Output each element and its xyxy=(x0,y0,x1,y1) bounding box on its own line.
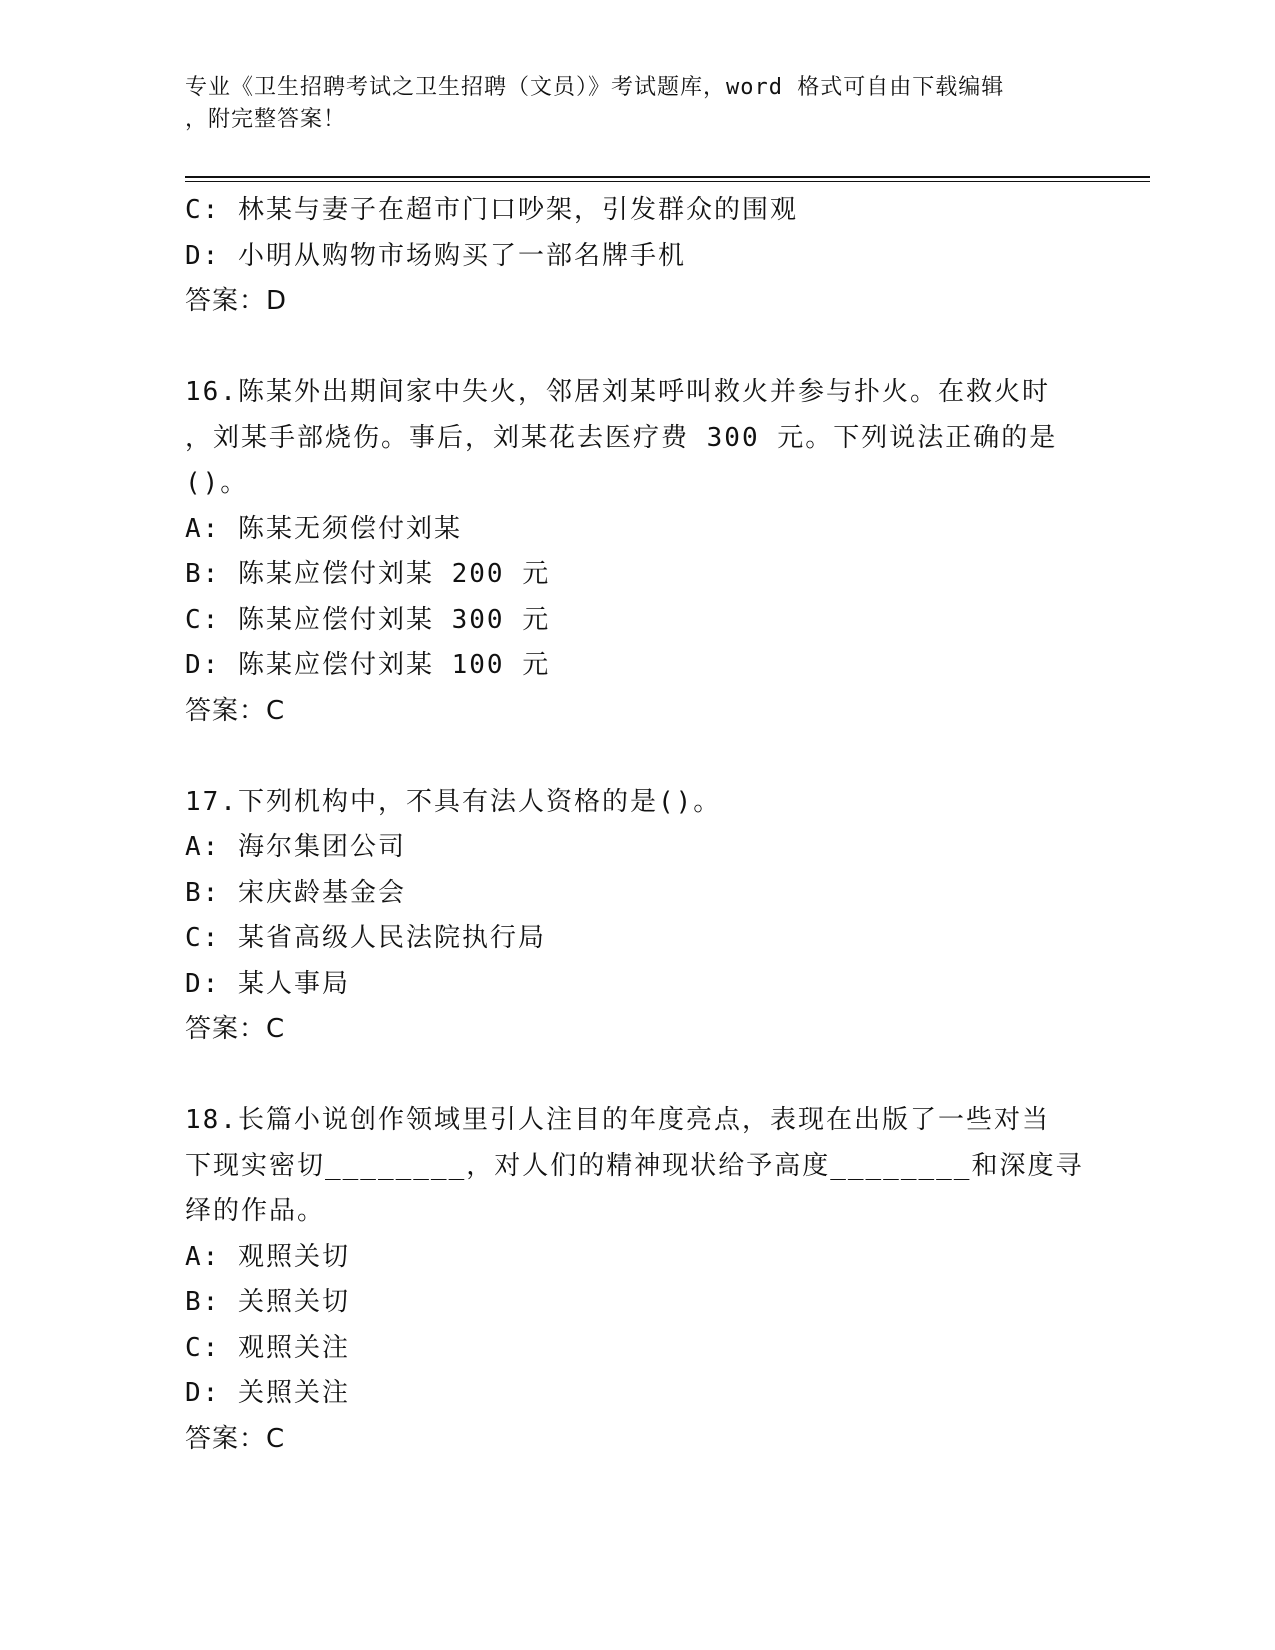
option-c: C: 某省高级人民法院执行局 xyxy=(185,923,546,953)
header-line-2: ，附完整答案！ xyxy=(185,107,347,132)
question-stem-line: ，刘某手部烧伤。事后，刘某花去医疗费 300 元。下列说法正确的是 xyxy=(185,422,1058,453)
option-c: C: 观照关注 xyxy=(185,1332,350,1363)
option-b: B: 关照关切 xyxy=(185,1287,350,1317)
answer-line: 答案：C xyxy=(185,1014,286,1044)
answer-line: 答案：C xyxy=(185,1423,286,1454)
option-c: C: 陈某应偿付刘某 300 元 xyxy=(185,604,551,635)
option-d: D: 陈某应偿付刘某 100 元 xyxy=(185,650,551,680)
option-a: A: 观照关切 xyxy=(185,1241,350,1272)
question-stem-line: 16.陈某外出期间家中失火，邻居刘某呼叫救火并参与扑火。在救火时 xyxy=(185,377,1050,407)
option-d: D: 关照关注 xyxy=(185,1378,350,1408)
answer-line: 答案：C xyxy=(185,695,286,726)
header-line-1: 专业《卫生招聘考试之卫生招聘（文员）》考试题库，word 格式可自由下载编辑 xyxy=(185,75,1005,100)
answer-line: 答案：D xyxy=(185,286,288,316)
question-list xyxy=(185,188,1085,1462)
question-stem-line: 18.长篇小说创作领域里引人注目的年度亮点，表现在出版了一些对当 xyxy=(185,1105,1050,1135)
document-header xyxy=(185,72,1065,136)
option-b: B: 宋庆龄基金会 xyxy=(185,877,406,908)
question-16 xyxy=(185,370,1085,734)
option-a: A: 陈某无须偿付刘某 xyxy=(185,513,462,544)
question-15-continued xyxy=(185,188,1085,325)
option-a: A: 海尔集团公司 xyxy=(185,832,406,862)
question-stem-line: ()。 xyxy=(185,468,249,498)
question-18 xyxy=(185,1098,1085,1462)
option-c: C: 林某与妻子在超市门口吵架，引发群众的围观 xyxy=(185,195,798,225)
question-stem-line: 17.下列机构中，不具有法人资格的是()。 xyxy=(185,786,722,817)
question-17 xyxy=(185,780,1085,1053)
header-divider-thin xyxy=(185,181,1150,182)
question-stem-line: 下现实密切________，对人们的精神现状给予高度________和深度寻 xyxy=(185,1150,1084,1181)
option-b: B: 陈某应偿付刘某 200 元 xyxy=(185,559,551,589)
question-stem-line: 绎的作品。 xyxy=(185,1196,326,1226)
header-divider-thick xyxy=(185,176,1150,178)
option-d: D: 小明从购物市场购买了一部名牌手机 xyxy=(185,240,686,271)
option-d: D: 某人事局 xyxy=(185,968,350,999)
